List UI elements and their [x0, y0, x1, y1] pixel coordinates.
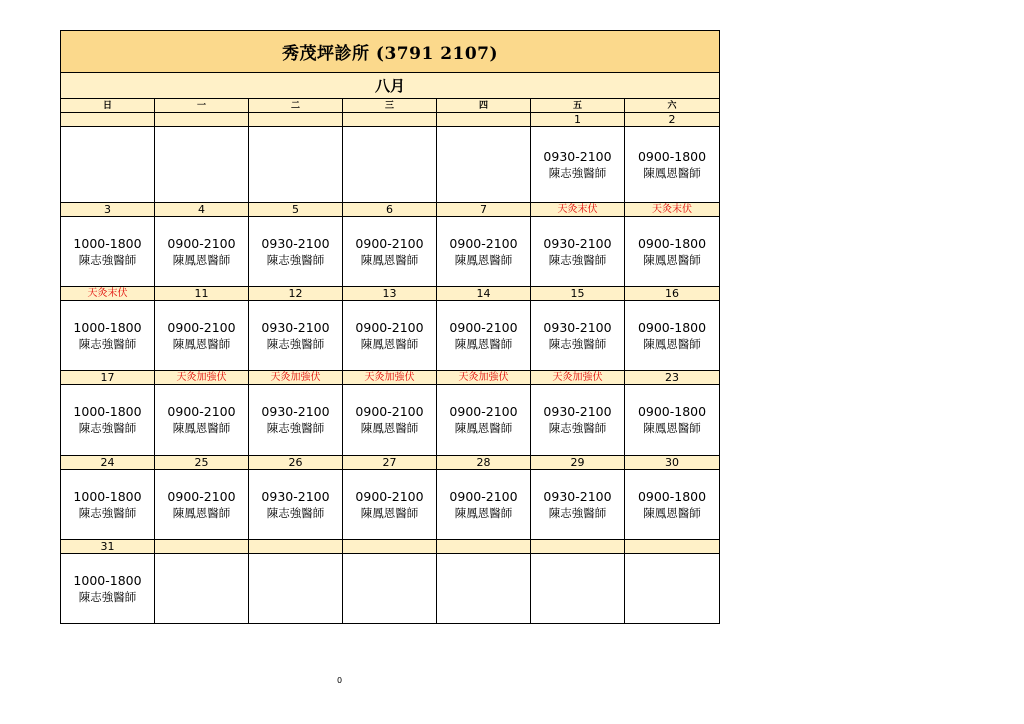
date-number: [625, 540, 720, 554]
doctor-name: 陳志強醫師: [266, 505, 325, 520]
date-number: [343, 540, 437, 554]
opening-hours: 0930-2100: [543, 319, 612, 335]
schedule-row: [61, 301, 720, 371]
date-number: [343, 113, 437, 127]
day-schedule-cell: [249, 470, 343, 540]
date-number: 31: [61, 540, 155, 554]
date-number: 23: [625, 371, 720, 385]
date-number: [61, 113, 155, 127]
day-schedule-cell: [531, 217, 625, 287]
date-number: 26: [249, 456, 343, 470]
date-number: [437, 113, 531, 127]
date-number: 14: [437, 287, 531, 301]
date-number: 17: [61, 371, 155, 385]
date-number: 2: [625, 113, 720, 127]
date-number: 3: [61, 203, 155, 217]
date-number: [249, 113, 343, 127]
date-number: 27: [343, 456, 437, 470]
opening-hours: 0930-2100: [261, 319, 330, 335]
doctor-name: 陳鳳恩醫師: [360, 336, 419, 351]
date-number: 4: [155, 203, 249, 217]
doctor-name: 陳鳳恩醫師: [643, 252, 701, 267]
day-schedule-cell: [155, 217, 249, 287]
doctor-name: 陳志強醫師: [266, 421, 325, 435]
date-row: [61, 113, 720, 127]
day-schedule-cell: [155, 554, 249, 624]
doctor-name: 陳志強醫師: [78, 421, 137, 435]
doctor-name: 陳鳳恩醫師: [643, 165, 701, 180]
date-row: [61, 371, 720, 385]
opening-hours: 1000-1800: [73, 319, 142, 335]
doctor-name: 陳鳳恩醫師: [172, 336, 231, 351]
weekday-sun: 日: [61, 99, 155, 113]
doctor-name: 陳鳳恩醫師: [643, 505, 701, 520]
day-schedule-cell: [61, 127, 155, 203]
day-schedule-cell: [625, 217, 720, 287]
special-day-label: 天灸加強伏: [531, 371, 625, 385]
day-schedule-cell: [531, 385, 625, 456]
day-schedule-cell: [625, 127, 720, 203]
opening-hours: 1000-1800: [73, 235, 142, 251]
opening-hours: 0900-1800: [637, 319, 707, 335]
doctor-name: 陳鳳恩醫師: [172, 505, 231, 520]
date-number: 16: [625, 287, 720, 301]
weekday-mon: 一: [155, 99, 249, 113]
schedule-row: [61, 554, 720, 624]
day-schedule-cell: [343, 554, 437, 624]
day-schedule-cell: [61, 470, 155, 540]
doctor-name: 陳鳳恩醫師: [360, 421, 419, 435]
doctor-name: 陳志強醫師: [266, 252, 325, 267]
weekday-wed: 三: [343, 99, 437, 113]
doctor-name: 陳鳳恩醫師: [454, 505, 513, 520]
day-schedule-cell: [61, 301, 155, 371]
day-schedule-cell: [249, 385, 343, 456]
date-number: 11: [155, 287, 249, 301]
doctor-name: 陳鳳恩醫師: [172, 252, 231, 267]
schedule-row: [61, 385, 720, 456]
date-number: 12: [249, 287, 343, 301]
date-number: [531, 540, 625, 554]
doctor-name: 陳志強醫師: [78, 589, 137, 604]
special-day-label: 天灸加強伏: [155, 371, 249, 385]
weekday-header-row: [61, 99, 720, 113]
doctor-name: 陳志強醫師: [548, 252, 607, 267]
doctor-name: 陳鳳恩醫師: [643, 421, 701, 435]
date-row: [61, 287, 720, 301]
opening-hours: 0900-2100: [449, 404, 518, 419]
day-schedule-cell: [343, 217, 437, 287]
doctor-name: 陳鳳恩醫師: [172, 421, 231, 435]
schedule-row: [61, 470, 720, 540]
day-schedule-cell: [61, 217, 155, 287]
opening-hours: 0900-2100: [167, 488, 236, 504]
day-schedule-cell: [625, 301, 720, 371]
opening-hours: 0900-2100: [355, 319, 424, 335]
clinic-schedule-calendar: [60, 30, 720, 624]
opening-hours: 0900-2100: [167, 404, 236, 419]
day-schedule-cell: [531, 127, 625, 203]
doctor-name: 陳志強醫師: [78, 252, 137, 267]
opening-hours: 1000-1800: [73, 488, 142, 504]
special-day-label: 天灸加強伏: [437, 371, 531, 385]
day-schedule-cell: [61, 385, 155, 456]
day-schedule-cell: [437, 470, 531, 540]
date-number: [249, 540, 343, 554]
day-schedule-cell: [531, 470, 625, 540]
doctor-name: 陳志強醫師: [78, 336, 137, 351]
special-day-label: 天灸加強伏: [343, 371, 437, 385]
date-number: 1: [531, 113, 625, 127]
day-schedule-cell: [625, 385, 720, 456]
doctor-name: 陳鳳恩醫師: [454, 421, 513, 435]
opening-hours: 1000-1800: [73, 572, 142, 588]
day-schedule-cell: [249, 554, 343, 624]
day-schedule-cell: [249, 127, 343, 203]
day-schedule-cell: [155, 127, 249, 203]
day-schedule-cell: [155, 301, 249, 371]
opening-hours: 0930-2100: [543, 404, 612, 419]
date-number: [437, 540, 531, 554]
date-number: 29: [531, 456, 625, 470]
day-schedule-cell: [531, 301, 625, 371]
date-number: [155, 113, 249, 127]
doctor-name: 陳志強醫師: [266, 336, 325, 351]
day-schedule-cell: [531, 554, 625, 624]
opening-hours: 0900-2100: [449, 488, 518, 504]
special-day-label: 天灸末伏: [531, 203, 625, 217]
date-number: 28: [437, 456, 531, 470]
day-schedule-cell: [343, 301, 437, 371]
opening-hours: 0930-2100: [261, 404, 330, 419]
opening-hours: 0930-2100: [543, 488, 612, 504]
schedule-row: [61, 217, 720, 287]
clinic-title: 秀茂坪診所 (3791 2107): [61, 31, 720, 73]
doctor-name: 陳志強醫師: [548, 336, 607, 351]
weekday-sat: 六: [625, 99, 720, 113]
date-number: 24: [61, 456, 155, 470]
day-schedule-cell: [437, 127, 531, 203]
opening-hours: 0900-2100: [167, 319, 236, 335]
opening-hours: 0930-2100: [261, 235, 330, 251]
date-row: [61, 456, 720, 470]
special-day-label: 天灸加強伏: [249, 371, 343, 385]
date-number: [155, 540, 249, 554]
special-day-label: 天灸末伏: [61, 287, 155, 301]
day-schedule-cell: [343, 127, 437, 203]
day-schedule-cell: [249, 217, 343, 287]
opening-hours: 0900-1800: [637, 404, 707, 419]
date-row: [61, 540, 720, 554]
weekday-fri: 五: [531, 99, 625, 113]
opening-hours: 0930-2100: [543, 235, 612, 251]
doctor-name: 陳鳳恩醫師: [360, 505, 419, 520]
title-row: [61, 31, 720, 73]
day-schedule-cell: [249, 301, 343, 371]
weekday-thu: 四: [437, 99, 531, 113]
opening-hours: 0900-1800: [637, 148, 707, 164]
doctor-name: 陳志強醫師: [548, 505, 607, 520]
opening-hours: 0900-1800: [637, 235, 707, 251]
doctor-name: 陳志強醫師: [548, 165, 607, 180]
opening-hours: 0930-2100: [261, 488, 330, 504]
day-schedule-cell: [155, 385, 249, 456]
day-schedule-cell: [61, 554, 155, 624]
special-day-label: 天灸末伏: [625, 203, 720, 217]
date-number: 25: [155, 456, 249, 470]
doctor-name: 陳鳳恩醫師: [360, 252, 419, 267]
day-schedule-cell: [437, 385, 531, 456]
date-number: 5: [249, 203, 343, 217]
date-number: 15: [531, 287, 625, 301]
opening-hours: 0900-2100: [449, 235, 518, 251]
month-label: 八月: [61, 73, 720, 99]
date-number: 6: [343, 203, 437, 217]
opening-hours: 0930-2100: [543, 148, 612, 164]
day-schedule-cell: [437, 217, 531, 287]
month-row: [61, 73, 720, 99]
day-schedule-cell: [343, 470, 437, 540]
doctor-name: 陳鳳恩醫師: [454, 252, 513, 267]
opening-hours: 0900-1800: [637, 488, 707, 504]
day-schedule-cell: [437, 301, 531, 371]
doctor-name: 陳志強醫師: [548, 421, 607, 435]
doctor-name: 陳志強醫師: [78, 505, 137, 520]
day-schedule-cell: [625, 554, 720, 624]
opening-hours: 1000-1800: [73, 404, 142, 419]
date-number: 13: [343, 287, 437, 301]
day-schedule-cell: [625, 470, 720, 540]
weekday-tue: 二: [249, 99, 343, 113]
page-number: 0: [337, 676, 343, 685]
date-number: 30: [625, 456, 720, 470]
day-schedule-cell: [437, 554, 531, 624]
doctor-name: 陳鳳恩醫師: [643, 336, 701, 351]
day-schedule-cell: [155, 470, 249, 540]
day-schedule-cell: [343, 385, 437, 456]
date-number: 7: [437, 203, 531, 217]
opening-hours: 0900-2100: [355, 235, 424, 251]
date-row: [61, 203, 720, 217]
opening-hours: 0900-2100: [167, 235, 236, 251]
opening-hours: 0900-2100: [355, 404, 424, 419]
doctor-name: 陳鳳恩醫師: [454, 336, 513, 351]
opening-hours: 0900-2100: [355, 488, 424, 504]
opening-hours: 0900-2100: [449, 319, 518, 335]
schedule-row: [61, 127, 720, 203]
